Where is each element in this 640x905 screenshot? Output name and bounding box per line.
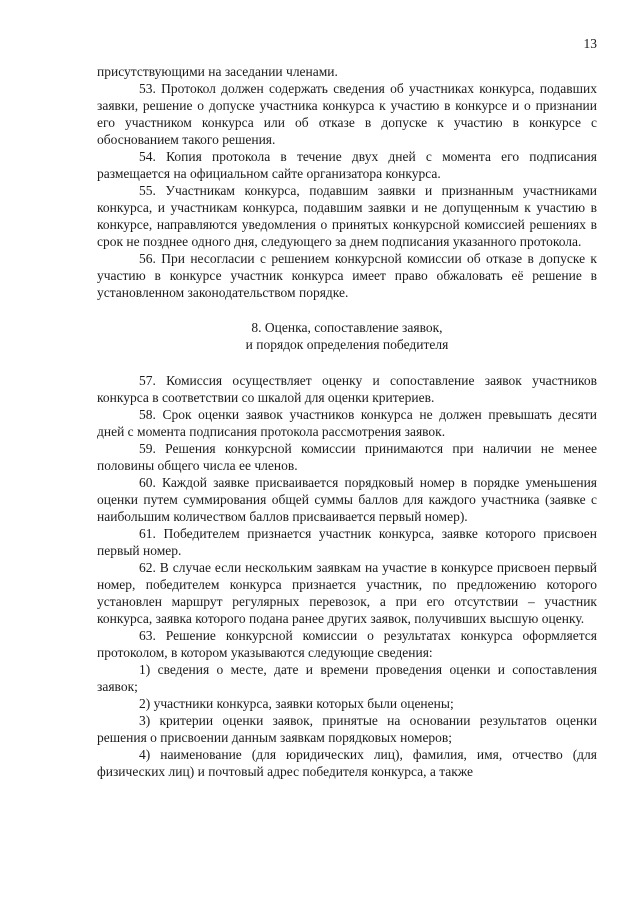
paragraph: 63. Решение конкурсной комиссии о результатах конкурса оформляется протоколом, в котором указываются следующие сведения: bbox=[97, 628, 597, 660]
section-heading bbox=[97, 319, 597, 353]
section-heading-line-1: 8. Оценка, сопоставление заявок, bbox=[251, 320, 443, 335]
paragraphs-top bbox=[97, 63, 597, 301]
section-heading-line-2: и порядок определения победителя bbox=[245, 337, 449, 352]
paragraph: 57. Комиссия осуществляет оценку и сопоставление заявок участников конкурса в соответствии со шкалой для оценки критериев. bbox=[97, 373, 597, 405]
paragraph: 1) сведения о месте, дате и времени проведения оценки и сопоставления заявок; bbox=[97, 662, 597, 694]
paragraph: 59. Решения конкурсной комиссии принимаются при наличии не менее половины общего числа ее членов. bbox=[97, 441, 597, 473]
paragraph: 4) наименование (для юридических лиц), фамилия, имя, отчество (для физических лиц) и почтовый адрес победителя конкурса, а также bbox=[97, 747, 597, 779]
paragraph: 56. При несогласии с решением конкурсной комиссии об отказе в допуске к участию в конкурсе участник конкурса имеет право обжаловать её решение в установленном законодательством порядке. bbox=[97, 251, 597, 300]
paragraph: 55. Участникам конкурса, подавшим заявки и признанным участниками конкурса, и участникам конкурса, подавшим заявки и не допущенным к участию в конкурсе, направляются уведомления о принятых конкурсной комиссией решениях в срок не позднее одного дня, следующего за днем подписания указанного протокола. bbox=[97, 183, 597, 249]
paragraph: 53. Протокол должен содержать сведения об участниках конкурса, подавших заявки, решение о допуске участника конкурса к участию в конкурсе и о признании его участником конкурса или об отказе в допуске к участию в конкурсе с обоснованием такого решения. bbox=[97, 81, 597, 147]
page-number: 13 bbox=[583, 36, 597, 51]
paragraph: присутствующими на заседании членами. bbox=[97, 64, 338, 79]
paragraph: 58. Срок оценки заявок участников конкурса не должен превышать десяти дней с момента подписания протокола рассмотрения заявок. bbox=[97, 407, 597, 439]
paragraphs-bottom bbox=[97, 372, 597, 780]
paragraph: 62. В случае если нескольким заявкам на участие в конкурсе присвоен первый номер, победителем конкурса признается участник, по предложению которого установлен маршрут регулярных перевозок, а при его отсутствии – участник конкурса, заявка которого подана ранее других заявок, получивших высшую оценку. bbox=[97, 560, 597, 626]
paragraph: 2) участники конкурса, заявки которых были оценены; bbox=[139, 696, 454, 711]
paragraph: 60. Каждой заявке присваивается порядковый номер в порядке уменьшения оценки путем суммирования общей суммы баллов для каждого участника (заявке с наибольшим количеством баллов присваивается первый номер). bbox=[97, 475, 597, 524]
paragraph: 54. Копия протокола в течение двух дней с момента его подписания размещается на официальном сайте организатора конкурса. bbox=[97, 149, 597, 181]
paragraph: 3) критерии оценки заявок, принятые на основании результатов оценки решения о присвоении данным заявкам порядковых номеров; bbox=[97, 713, 597, 745]
paragraph: 61. Победителем признается участник конкурса, заявке которого присвоен первый номер. bbox=[97, 526, 597, 558]
